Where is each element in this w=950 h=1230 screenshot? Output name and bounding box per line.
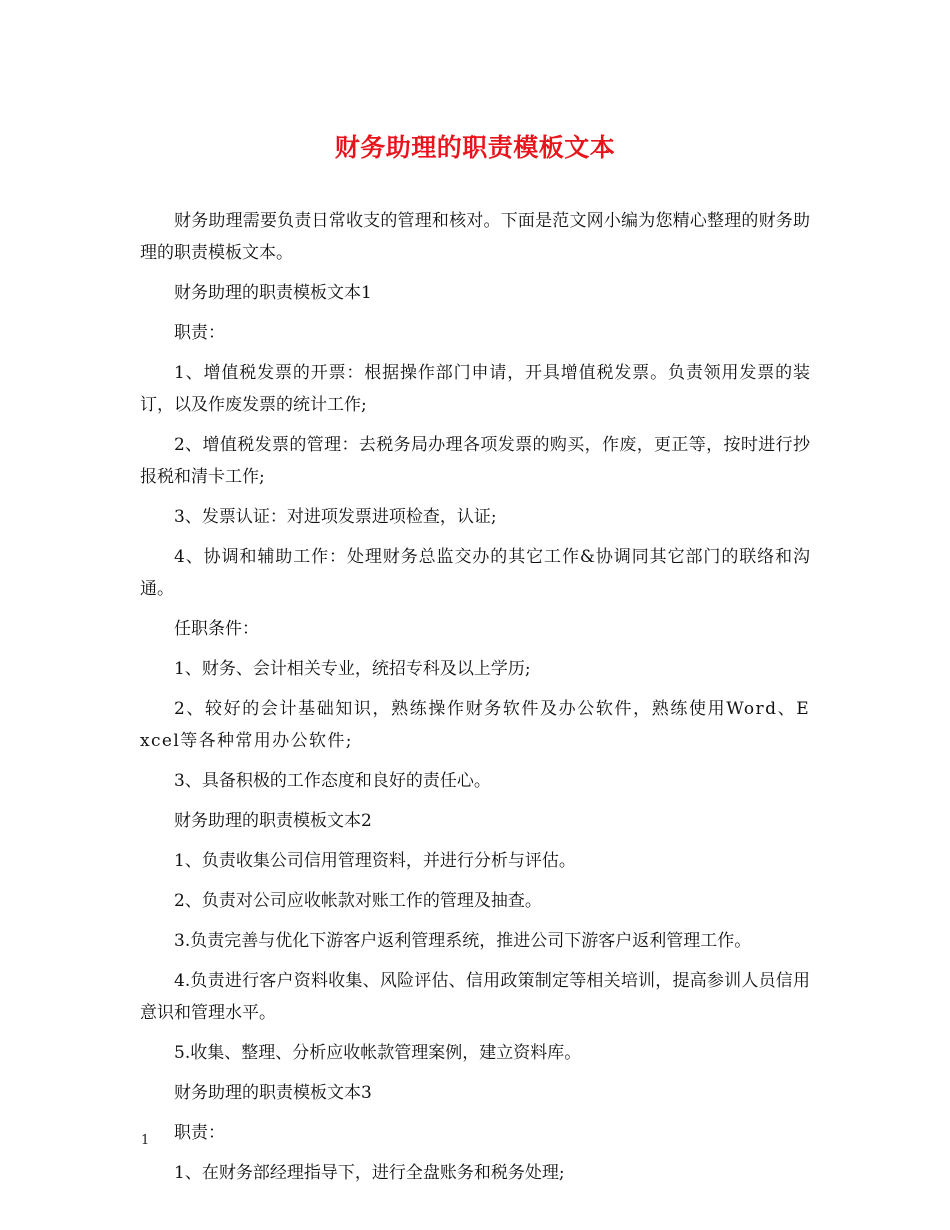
list-item: 2、负责对公司应收帐款对账工作的管理及抽查。 — [174, 891, 542, 911]
list-item: 5.收集、整理、分析应收帐款管理案例，建立资料库。 — [174, 1043, 582, 1063]
section-heading-1: 财务助理的职责模板文本1 — [174, 283, 372, 303]
list-item: 3、具备积极的工作态度和良好的责任心。 — [174, 771, 491, 791]
list-item: 2、增值税发票的管理：去税务局办理各项发票的购买，作废，更正等，按时进行抄报税和清卡工作; — [140, 435, 810, 487]
list-item: 1、在财务部经理指导下，进行全盘账务和税务处理; — [174, 1163, 565, 1183]
page-number: 1 — [141, 1133, 150, 1148]
list-item: 3.负责完善与优化下游客户返利管理系统，推进公司下游客户返利管理工作。 — [174, 931, 752, 951]
subheading-requirements: 任职条件： — [174, 619, 259, 639]
document-body — [140, 205, 810, 1197]
list-item: 1、负责收集公司信用管理资料，并进行分析与评估。 — [174, 851, 576, 871]
list-item: 4、协调和辅助工作：处理财务总监交办的其它工作&协调同其它部门的联络和沟通。 — [140, 547, 810, 599]
subheading-duties: 职责： — [174, 1123, 225, 1143]
section-heading-2: 财务助理的职责模板文本2 — [174, 811, 372, 831]
intro-paragraph: 财务助理需要负责日常收支的管理和核对。下面是范文网小编为您精心整理的财务助理的职责模板文本。 — [140, 211, 810, 263]
list-item: 2、较好的会计基础知识，熟练操作财务软件及办公软件，熟练使用Word、Excel等各种常用办公软件; — [140, 699, 810, 751]
document-title: 财务助理的职责模板文本 — [334, 133, 616, 162]
list-item: 3、发票认证：对进项发票进项检查，认证; — [174, 507, 497, 527]
list-item: 1、增值税发票的开票：根据操作部门申请，开具增值税发票。负责领用发票的装订，以及作废发票的统计工作; — [140, 363, 810, 415]
subheading-duties: 职责： — [174, 323, 225, 343]
list-item: 4.负责进行客户资料收集、风险评估、信用政策制定等相关培训，提高参训人员信用意识和管理水平。 — [140, 971, 810, 1023]
list-item: 1、财务、会计相关专业，统招专科及以上学历; — [174, 659, 531, 679]
section-heading-3: 财务助理的职责模板文本3 — [174, 1083, 372, 1103]
